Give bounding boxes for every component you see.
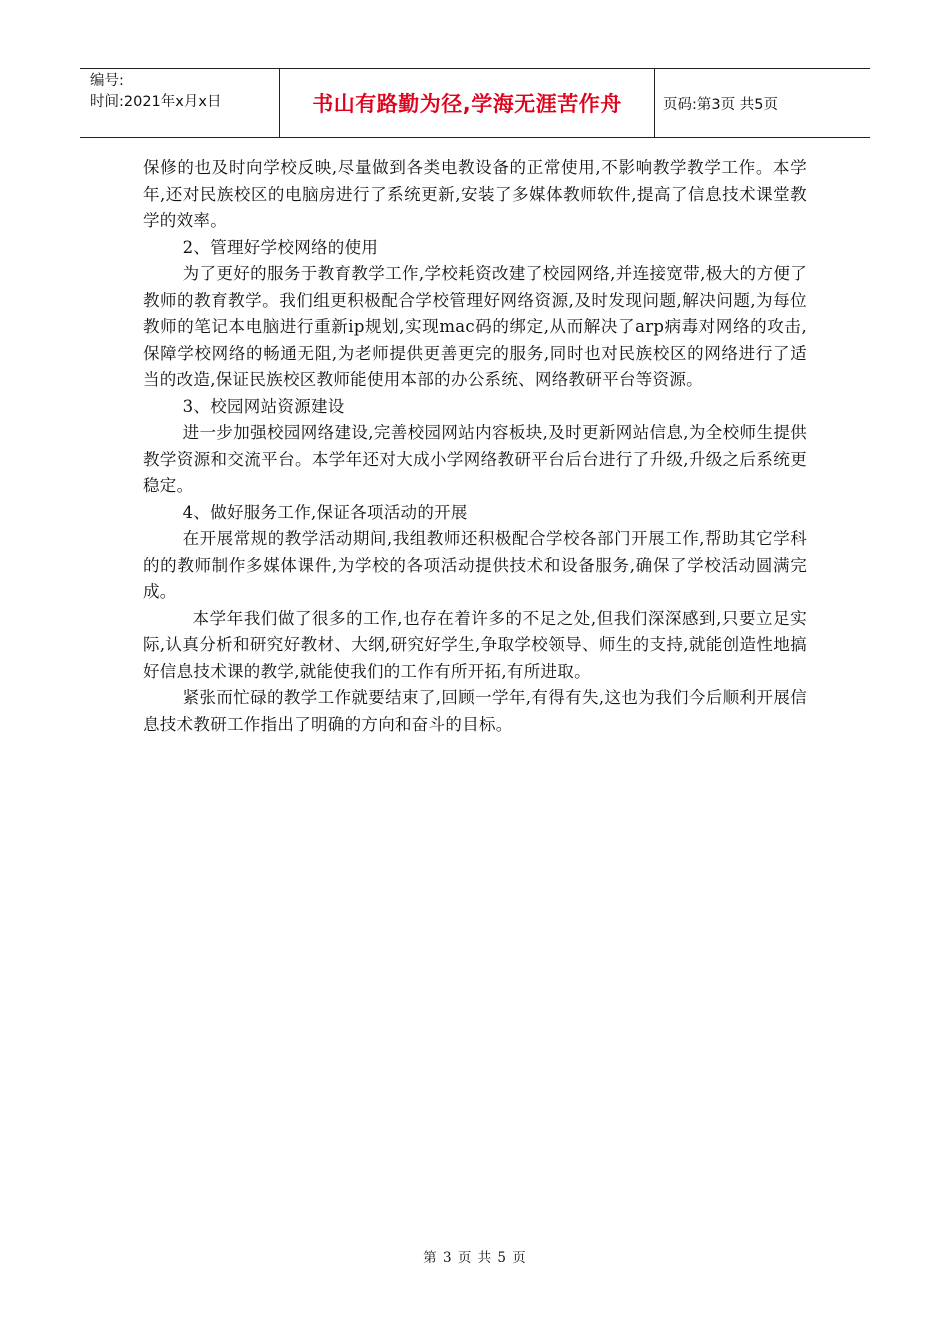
paragraph: 紧张而忙碌的教学工作就要结束了,回顾一学年,有得有失,这也为我们今后顺利开展信息技术教研工作指出了明确的方向和奋斗的目标。 [143,688,807,734]
header-page-number: 页码:第3页 共5页 [663,96,778,113]
document-body [143,155,807,738]
document-number-label: 编号: [90,73,124,89]
paragraph: 保修的也及时向学校反映,尽量做到各类电教设备的正常使用,不影响教学教学工作。本学年,还对民族校区的电脑房进行了系统更新,安装了多媒体教师软件,提高了信息技术课堂教学的效率。 [143,158,807,230]
section-heading: 3、校园网站资源建设 [182,396,345,416]
document-date-label: 时间:2021年x月x日 [90,94,222,110]
page-footer: 第 3 页 共 5 页 [423,1250,527,1266]
header-meta [80,69,280,137]
paragraph: 进一步加强校园网络建设,完善校园网站内容板块,及时更新网站信息,为全校师生提供教学资源和交流平台。本学年还对大成小学网络教研平台后台进行了升级,升级之后系统更稳定。 [143,423,807,495]
header-motto: 书山有路勤为径,学海无涯苦作舟 [280,69,655,137]
document-header [80,68,870,138]
section-heading: 4、做好服务工作,保证各项活动的开展 [182,502,468,522]
section-heading: 2、管理好学校网络的使用 [182,237,379,257]
paragraph: 在开展常规的教学活动期间,我组教师还积极配合学校各部门开展工作,帮助其它学科的的教师制作多媒体课件,为学校的各项活动提供技术和设备服务,确保了学校活动圆满完成。 [143,529,807,601]
paragraph: 本学年我们做了很多的工作,也存在着许多的不足之处,但我们深深感到,只要立足实际,认真分析和研究好教材、大纲,研究好学生,争取学校领导、师生的支持,就能创造性地搞好信息技术课的教学,就能使我们的工作有所开拓,有所进取。 [143,608,807,681]
paragraph: 为了更好的服务于教育教学工作,学校耗资改建了校园网络,并连接宽带,极大的方便了教师的教育教学。我们组更积极配合学校管理好网络资源,及时发现问题,解决问题,为每位教师的笔记本电脑进行重新ip规划,实现mac码的绑定,从而解决了arp病毒对网络的攻击,保障学校网络的畅通无阻,为老师提供更善更完的服务,同时也对民族校区的网络进行了适当的改造,保证民族校区教师能使用本部的办公系统、网络教研平台等资源。 [143,264,807,389]
